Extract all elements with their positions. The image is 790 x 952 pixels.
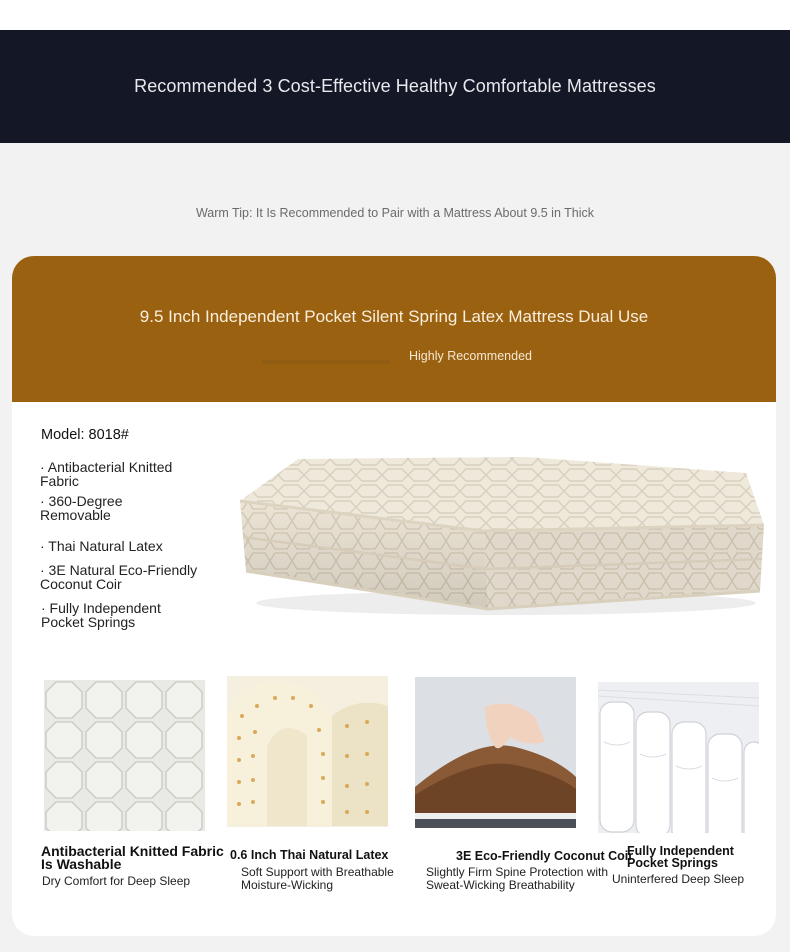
product-card bbox=[12, 256, 776, 936]
product-title: 9.5 Inch Independent Pocket Silent Spring Latex Mattress Dual Use bbox=[139, 307, 649, 326]
feature-item: · Fully Independent Pocket Springs bbox=[41, 600, 161, 630]
pocket-springs-image bbox=[598, 682, 759, 833]
layer-subtitle: Slightly Firm Spine Protection with Sweat-Wicking Breathability bbox=[426, 865, 609, 892]
model-number: Model: 8018# bbox=[41, 427, 129, 443]
mattress-hero-image bbox=[226, 451, 766, 616]
layer-title: Fully Independent Pocket Springs bbox=[627, 844, 734, 870]
top-strip bbox=[0, 0, 790, 30]
section-title: Recommended 3 Cost-Effective Healthy Comfortable Mattresses bbox=[134, 76, 656, 96]
layer-title: 0.6 Inch Thai Natural Latex bbox=[230, 848, 389, 862]
layer-title: 3E Eco-Friendly Coconut Coir bbox=[456, 849, 634, 863]
recommend-divider bbox=[262, 360, 390, 364]
feature-item: · Antibacterial Knitted Fabric bbox=[40, 459, 173, 489]
recommend-badge: Highly Recommended bbox=[409, 349, 532, 363]
section-banner bbox=[0, 30, 790, 143]
layer-gallery bbox=[12, 674, 776, 914]
latex-layer-image bbox=[227, 676, 388, 827]
layer-title: Antibacterial Knitted Fabric Is Washable bbox=[41, 843, 224, 872]
product-card-header bbox=[12, 256, 776, 402]
layer-subtitle: Soft Support with Breathable Moisture-Wicking bbox=[241, 865, 394, 892]
feature-item: · 360-Degree Removable bbox=[40, 493, 123, 523]
feature-item: · 3E Natural Eco-Friendly Coconut Coir bbox=[40, 562, 198, 592]
feature-item: · Thai Natural Latex bbox=[40, 538, 163, 554]
knitted-fabric-image bbox=[44, 680, 205, 831]
warm-tip: Warm Tip: It Is Recommended to Pair with a Mattress About 9.5 in Thick bbox=[195, 206, 595, 220]
layer-subtitle: Dry Comfort for Deep Sleep bbox=[42, 874, 191, 888]
coconut-coir-image bbox=[415, 677, 576, 828]
layer-subtitle: Uninterfered Deep Sleep bbox=[612, 872, 745, 886]
